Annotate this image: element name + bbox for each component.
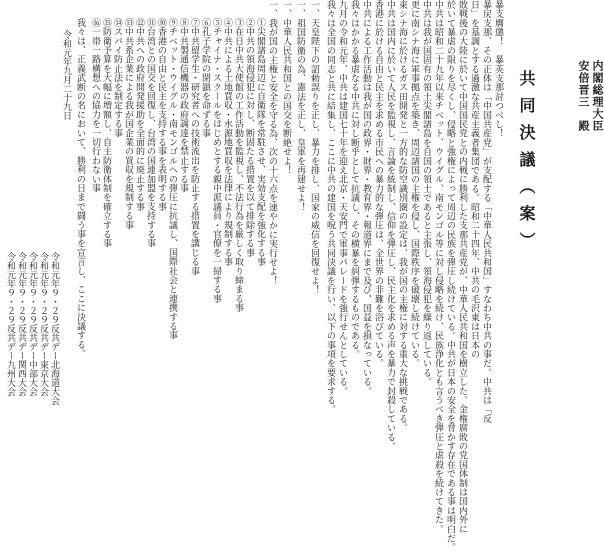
demand-item: 一、中華人民共和国との国交を断絶せよ！ — [281, 0, 291, 175]
preamble-line: 中共は国内に於いて人民を監視し、言論を統制し、信仰を弾圧し、民主化を求める声を暴力で封殺している。 — [385, 0, 395, 451]
preamble-line: 敗戦後の大陸に於いて中国国民党との内戦に勝利した支那共産党が、中華人民共和国を樹立した。金権腐敗の党国体制は国内外に — [457, 0, 467, 534]
addressee-name: 安倍晋三 殿 — [577, 60, 590, 132]
demand-subitem: ⑪台湾との国交を回復し、台湾の国連加盟を支持する事 — [145, 18, 155, 248]
preamble-line: 暴戻支那、その正体は「中国共産党」が支配する「中華人民共和国」すなわち中共の事だ。中共は「反 — [481, 0, 491, 424]
signatory: 令和元年９・２９反共デー北海道大会 — [49, 252, 59, 405]
demand-subitem: ⑫中共への政府開発援助を全面的に廃止する事 — [134, 18, 144, 212]
demand-subitem: ⑭スパイ防止法を制定する事 — [112, 18, 122, 138]
addressee-title: 内閣総理大臣 — [591, 60, 604, 132]
signatory: 令和元年９・２９反共デー関西大会 — [16, 252, 26, 396]
signatory: 令和元年９・２９反共デー東京大会 — [38, 252, 48, 396]
demand-subitem: ⑬中共系企業による我が国企業の買収を規制する事 — [123, 18, 133, 230]
demand-subitem: ⑦中共留学生・研究者への技術流出を防止する措置を講じる事 — [189, 18, 199, 276]
closing-statement: 我々は、正義武断の名において、勝利の日まで闘う事を宣言し、ここに決議する。 — [75, 18, 85, 359]
demand-subitem: ⑩香港の自由と民主を支持する事を表明する事 — [156, 18, 166, 212]
demand-subitem: ⑨チベット・ウイグル・南モンゴルへの弾圧に抗議し、国際社会と連携する事 — [167, 18, 177, 340]
preamble-line: 中共は我が国固有の領土尖閣諸島を自国の領土であると主張し、領海侵犯を繰り返している。 — [421, 0, 431, 387]
preamble-line: 香港に於ける自由と民主を求める市民への暴力的な弾圧は、全世界の非難を浴びている。 — [373, 0, 383, 368]
preamble-line: 東シナ海に於けるガス田開発と一方的な防空識別圏の設定は、我が国の主権に対する重大な挑戦である。 — [397, 0, 407, 433]
preamble-line: 九月の令和元年、中共は建国七十年を迎え北京・天安門で軍事パレードを強行せんとしている。 — [337, 0, 347, 396]
demand-item: 一、天皇陛下の詔勅誤りを正し、暴力を排し、国家の威信を回復せよ！ — [309, 0, 319, 295]
document-date: 令和元年九月二十九日 — [61, 30, 71, 120]
signatory: 令和元年９・２９反共デー中部大会 — [27, 252, 37, 396]
demand-item: 一、我が国の主権と安全を守る為、次の十六点を速やかに実行せよ！ — [267, 0, 277, 286]
preamble-line: 日」を基調とする過激な共産主義者集団である。昭和二十四年、中共の毛沢東は日本の — [469, 0, 479, 359]
demand-subitem: ①尖閣諸島周辺に自衛隊を常駐させ、実効支配を強化する事 — [255, 18, 265, 267]
demand-subitem: ⑮防衛予算を大幅に増額し、自主防衛体制を確立する事 — [101, 18, 111, 248]
preamble-line: 中共による工作活動は我が国の政界・財界・教育界・報道界にまで及び、国益を損なっている。 — [361, 0, 371, 396]
demand-subitem: ⑤チャイナ・スクールをはじめとする親中派議員・官僚を一掃する事 — [211, 18, 221, 304]
preamble-line: 我々は全国の同志と共に結集し、ここに中共の建国を呪う共同決議を行い、以下の事項を要求する。 — [325, 0, 335, 414]
preamble-line: 更に南シナ海に軍事拠点を築き、周辺諸国の主権を侵し、国際秩序を破壊し続けている。 — [409, 0, 419, 368]
preamble-line: 於いて暴虐の限りを尽くし、侵略と強権によって周辺の民族を弾圧し続けている。中共が日本の安全を脅かす存在である事は明白だ。 — [445, 0, 455, 552]
demand-subitem: ③在日中共大使館の工作活動を監視し、不法行為を厳しく取り締まる事 — [233, 18, 243, 313]
demand-subitem: ②中共の領海侵犯に対し、断固たる措置を以て排除する事 — [244, 18, 254, 258]
addressee — [576, 60, 604, 132]
demand-subitem: ④中共による土地買収・水源地買収を法律により規制する事 — [222, 18, 232, 267]
preamble-line: 暴支膺懲！ 暴英支那討つべし！ — [493, 0, 503, 138]
demand-subitem: ⑧中共製通信機器の政府調達を禁止する事 — [178, 18, 188, 193]
demand-subitem: ⑯一帯一路構想への協力を一切行わない事 — [90, 18, 100, 193]
demand-item: 一、祖国防衛の為、憲法を正し、皇軍を再建せよ！ — [295, 0, 305, 212]
signatory: 令和元年９・２９反共デー九州大会 — [5, 252, 15, 396]
preamble-line: 我々はかかる暴虐なる中共に対し断乎として抗議し、その横暴を糾弾するものである。 — [349, 0, 359, 359]
preamble-line: 中共は昭和二十九年以来チベット、ウイグル、南モンゴル等に対し侵略を続け、民族浄化とも言うべき弾圧と虐殺を続けてきた。 — [433, 0, 443, 534]
demand-subitem: ⑥孔子学院の閉鎖を命ずる事 — [200, 18, 210, 138]
document-title: 共同決議（案） — [517, 70, 536, 259]
